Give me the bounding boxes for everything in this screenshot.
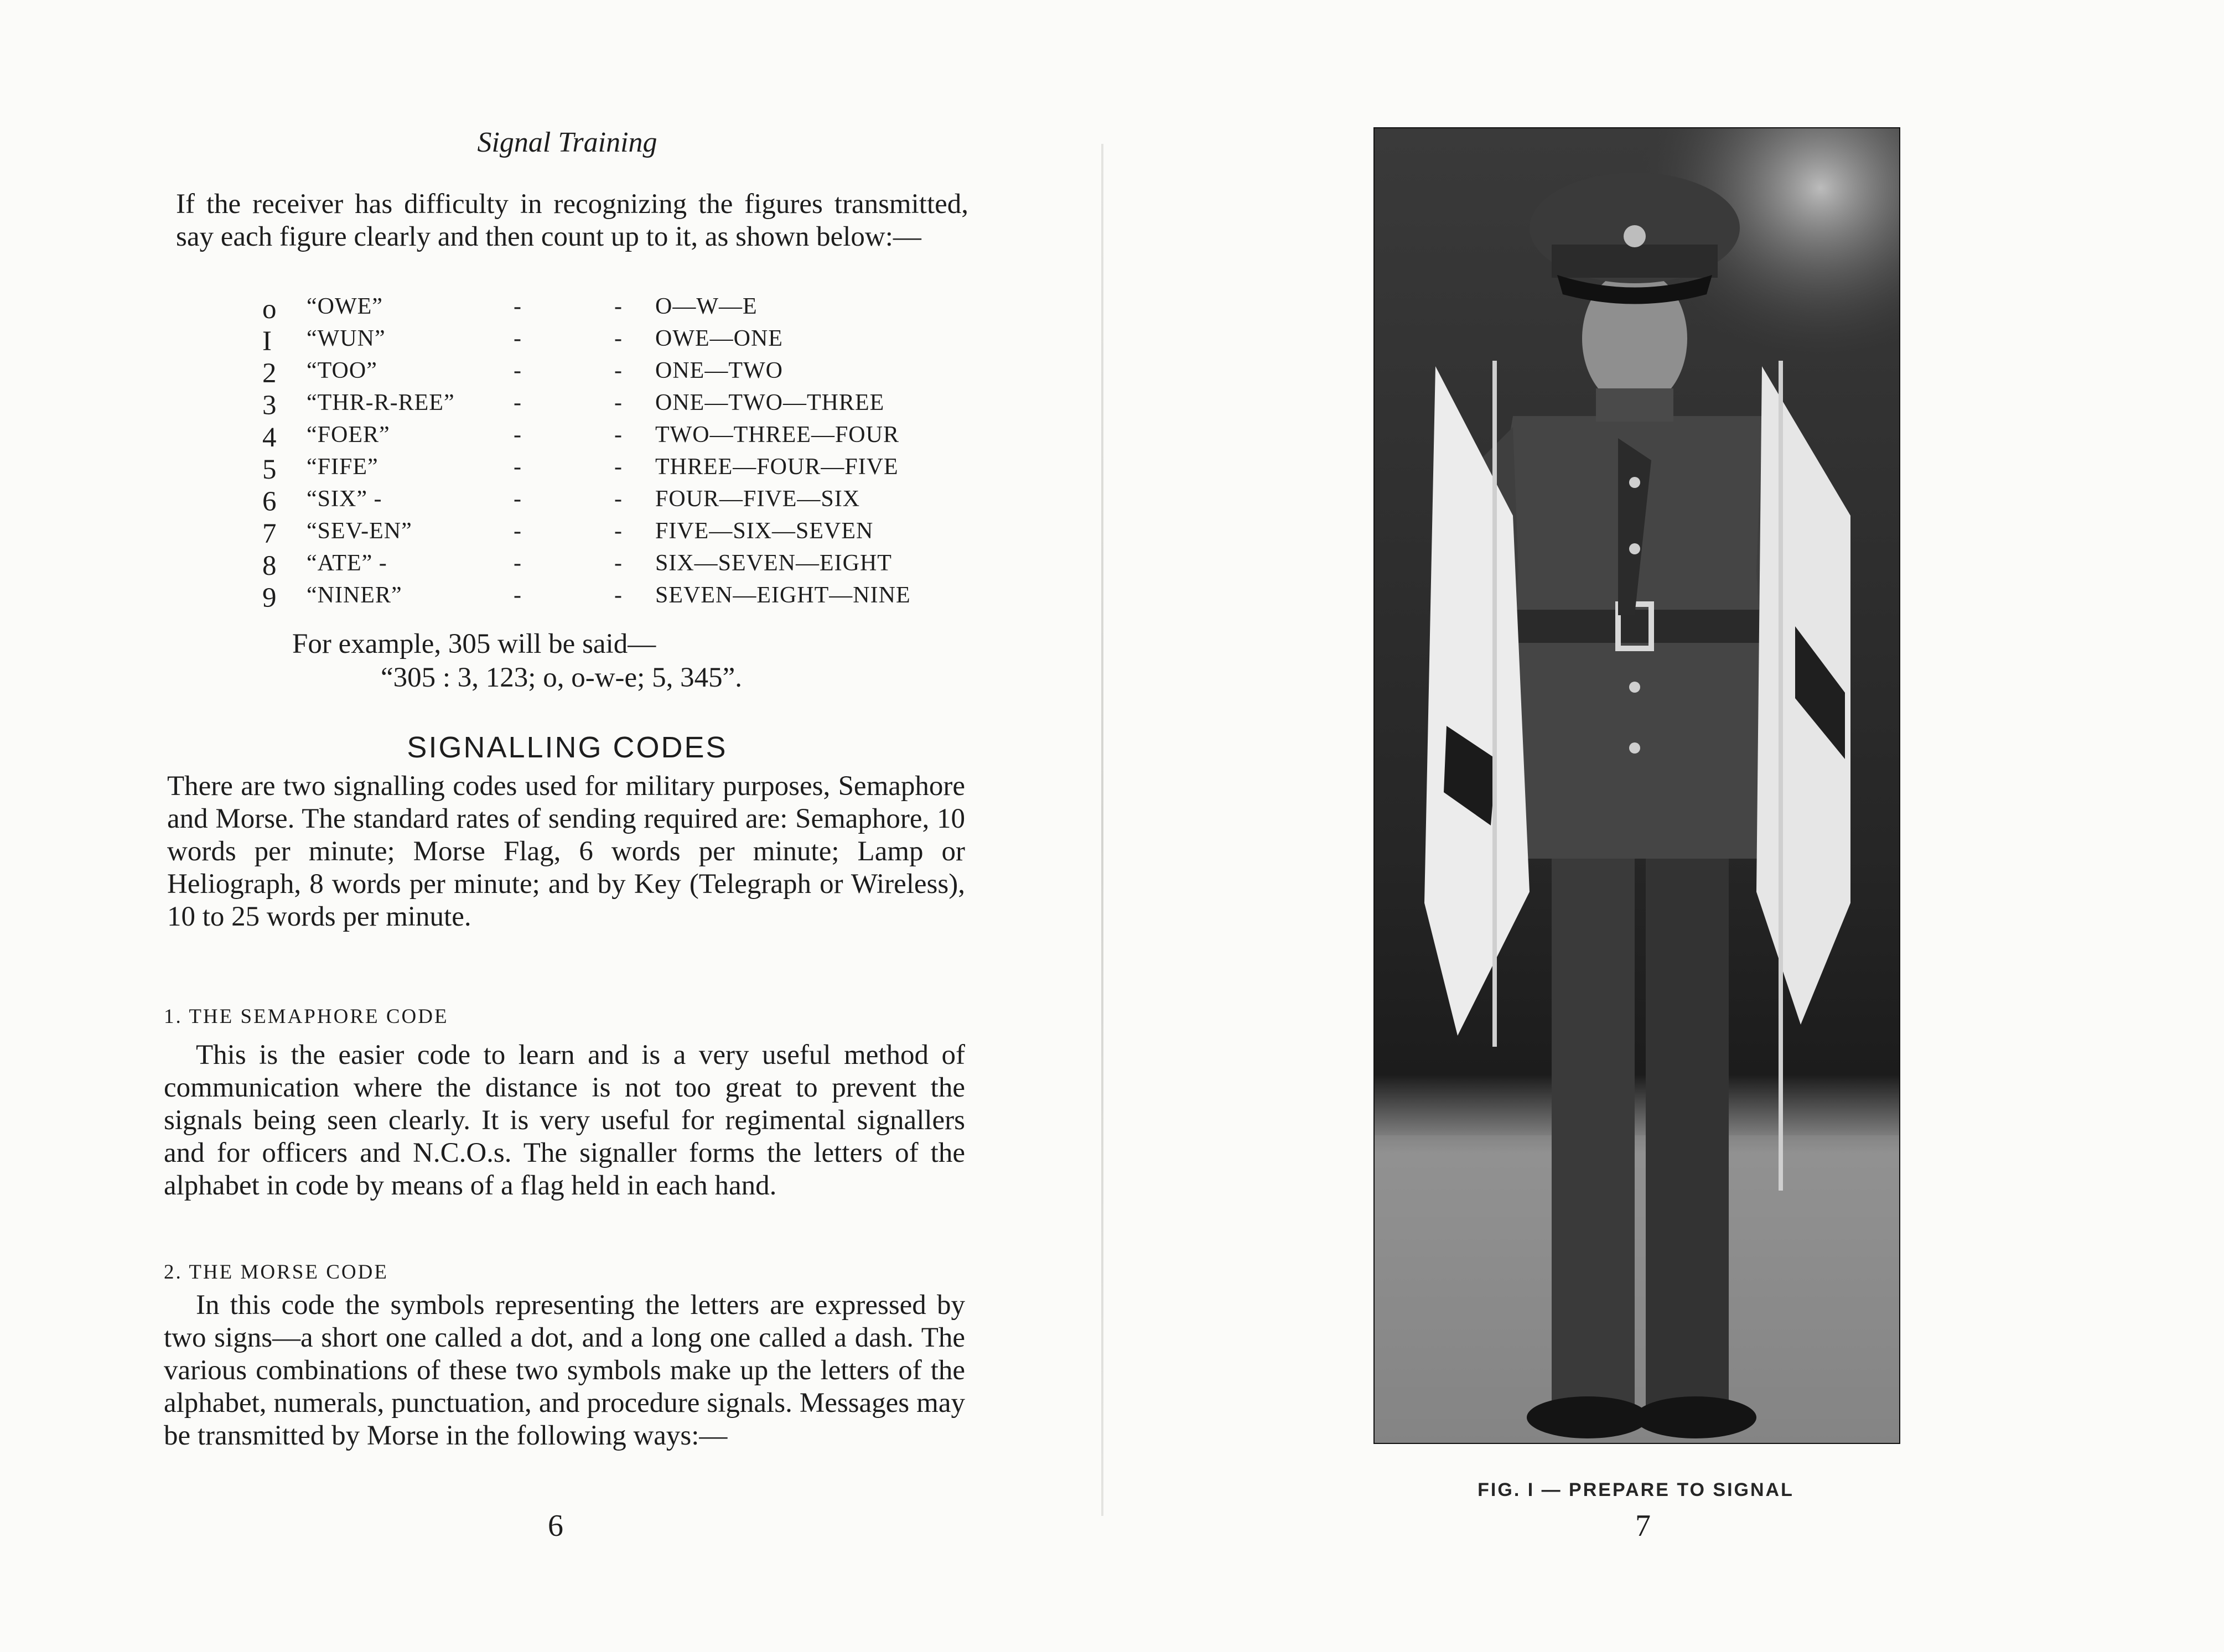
count-up: OWE—ONE — [655, 326, 783, 351]
soldier-photograph — [1373, 127, 1900, 1444]
leader-dash: - — [614, 358, 623, 383]
spoken-form: “SIX” - — [307, 486, 382, 512]
belt — [1496, 610, 1784, 643]
leader-dash: - — [614, 454, 623, 480]
leader-dash: - — [614, 550, 623, 576]
leader-dash: - — [614, 422, 623, 448]
spoken-form: “OWE” — [307, 294, 383, 319]
digit: o — [262, 294, 277, 325]
counting-row — [262, 325, 976, 357]
cap-band — [1552, 245, 1718, 278]
leader-dash: - — [514, 486, 522, 512]
counting-row — [262, 389, 976, 422]
semaphore-paragraph: This is the easier code to learn and is a very useful method of communication where the distance is not too great to prevent the signals being seen clearly. It is very useful for regimental signallers and for officers and N.C.O.s. The signaller forms the letters of the alphabet in code by means of a flag held in each hand. — [164, 1040, 965, 1201]
leader-dash: - — [614, 326, 623, 351]
count-up: SIX—SEVEN—EIGHT — [655, 550, 892, 576]
spoken-form: “ATE” - — [307, 550, 387, 576]
leader-dash: - — [614, 583, 623, 608]
leader-dash: - — [514, 326, 522, 351]
example-line: For example, 305 will be said— — [292, 628, 656, 659]
section-heading: SIGNALLING CODES — [407, 731, 728, 764]
spoken-form: “THR-R-REE” — [307, 390, 455, 415]
count-up: THREE—FOUR—FIVE — [655, 454, 899, 480]
leader-dash: - — [614, 518, 623, 544]
count-up: FIVE—SIX—SEVEN — [655, 518, 874, 544]
leader-dash: - — [614, 294, 623, 319]
spoken-form: “FOER” — [307, 422, 390, 448]
counting-row — [262, 357, 976, 389]
count-up: ONE—TWO—THREE — [655, 390, 885, 415]
collar — [1596, 388, 1673, 422]
counting-row — [262, 518, 976, 550]
counting-table — [262, 293, 976, 614]
digit: 3 — [262, 390, 277, 421]
tunic-button — [1629, 682, 1640, 693]
morse-paragraph: In this code the symbols representing the letters are expressed by two signs—a short one called a dot, and a long one called a dash. The various combinations of these two symbols make up the letters of the alphabet, numerals, punctuation, and procedure signals. Messages may be transmitted by Morse in the following ways:— — [164, 1290, 965, 1451]
leader-dash: - — [614, 486, 623, 512]
counting-row — [262, 422, 976, 454]
left-flag-staff — [1492, 361, 1497, 1047]
left-boot — [1527, 1396, 1648, 1438]
leader-dash: - — [514, 390, 522, 415]
page-number: 7 — [1635, 1509, 1651, 1543]
tunic-button — [1629, 742, 1640, 754]
spoken-form: “TOO” — [307, 358, 377, 383]
semaphore-subheading: 1. THE SEMAPHORE CODE — [164, 1005, 449, 1028]
running-head: Signal Training — [477, 127, 657, 158]
signalling-codes-paragraph: There are two signalling codes used for military purposes, Semaphore and Morse. The standard rates of sending required are: Semaphore, 10 words per minute; Morse Flag, 6 words per minute; Lamp or Heliograph, 8 words per minute; and by Key (Telegraph or Wireless), 10 to 25 words per minute. — [167, 771, 965, 932]
left-page — [0, 0, 1104, 1652]
page-number: 6 — [548, 1509, 563, 1543]
digit: 7 — [262, 518, 277, 549]
leader-dash: - — [514, 518, 522, 544]
right-flag-staff — [1779, 361, 1783, 1191]
counting-row — [262, 293, 976, 325]
digit: 5 — [262, 454, 277, 485]
count-up: O—W—E — [655, 294, 758, 319]
leader-dash: - — [514, 358, 522, 383]
digit: 4 — [262, 422, 277, 453]
counting-row — [262, 582, 976, 614]
digit: 6 — [262, 486, 277, 517]
count-up: ONE—TWO — [655, 358, 783, 383]
digit: I — [262, 326, 272, 357]
digit: 9 — [262, 583, 277, 614]
count-up: FOUR—FIVE—SIX — [655, 486, 860, 512]
spoken-form: “FIFE” — [307, 454, 379, 480]
leader-dash: - — [514, 550, 522, 576]
count-up: SEVEN—EIGHT—NINE — [655, 583, 911, 608]
digit: 2 — [262, 358, 277, 389]
spoken-form: “WUN” — [307, 326, 386, 351]
leader-dash: - — [614, 390, 623, 415]
lawn — [1375, 1135, 1899, 1443]
leader-dash: - — [514, 454, 522, 480]
leader-dash: - — [514, 583, 522, 608]
cap-badge — [1624, 225, 1646, 247]
photo-illustration — [1375, 128, 1899, 1443]
tunic-button — [1629, 543, 1640, 554]
counting-row — [262, 454, 976, 486]
counting-row — [262, 550, 976, 582]
leader-dash: - — [514, 422, 522, 448]
intro-paragraph: If the receiver has difficulty in recognizing the figures transmitted, say each figure clearly and then count up to it, as shown below:— — [176, 189, 968, 252]
right-page — [1104, 0, 2224, 1652]
left-leg — [1552, 820, 1635, 1428]
right-leg — [1646, 820, 1729, 1428]
morse-subheading: 2. THE MORSE CODE — [164, 1261, 388, 1284]
spoken-form: “SEV-EN” — [307, 518, 412, 544]
leader-dash: - — [514, 294, 522, 319]
tunic-button — [1629, 477, 1640, 488]
right-boot — [1635, 1396, 1756, 1438]
digit: 8 — [262, 550, 277, 581]
counting-row — [262, 486, 976, 518]
figure-caption: FIG. I — PREPARE TO SIGNAL — [1478, 1479, 1794, 1500]
example-line: “305 : 3, 123; o, o-w-e; 5, 345”. — [381, 662, 742, 693]
count-up: TWO—THREE—FOUR — [655, 422, 899, 448]
spoken-form: “NINER” — [307, 583, 402, 608]
